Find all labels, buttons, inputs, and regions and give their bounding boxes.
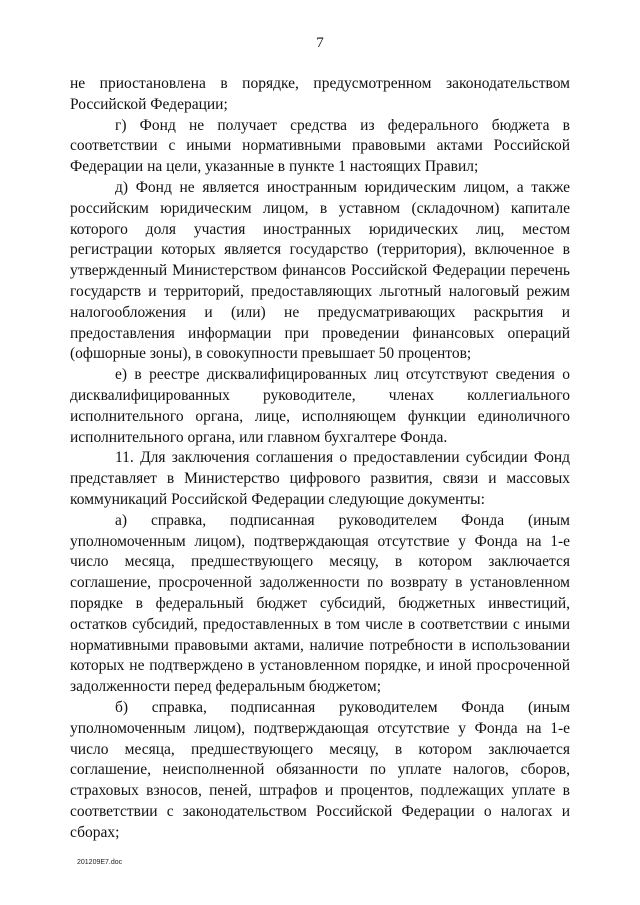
document-body <box>70 74 570 843</box>
footer-filename: 201209E7.doc <box>77 859 123 866</box>
paragraph-item-g: г) Фонд не получает средства из федерального бюджета в соответствии с иными нормативными правовыми актами Российской Федерации на цели, указанные в пункте 1 настоящих Правил; <box>70 116 570 176</box>
paragraph-item-e: е) в реестре дисквалифицированных лиц отсутствуют сведения о дисквалифицированных руководителе, членах коллегиального исполнительного органа, лице, исполняющем функции единоличного исполнительного органа, или главном бухгалтере Фонда. <box>70 366 570 446</box>
page-number: 7 <box>316 35 324 51</box>
paragraph-item-b: б) справка, подписанная руководителем Фонда (иным уполномоченным лицом), подтверждающая отсутствие у Фонда на 1-е число месяца, предшествующего месяцу, в котором заключается соглашение, неисполненной обязанности по уплате налогов, сборов, страховых взносов, пеней, штрафов и процентов, подлежащих уплате в соответствии с законодательством Российской Федерации о налогах и сборах; <box>70 698 570 841</box>
paragraph-continuation: не приостановлена в порядке, предусмотренном законодательством Российской Федерации; <box>70 75 570 113</box>
paragraph-section-11: 11. Для заключения соглашения о предоставлении субсидии Фонд представляет в Министерство цифрового развития, связи и массовых коммуникаций Российской Федерации следующие документы: <box>70 449 570 508</box>
paragraph-item-d: д) Фонд не является иностранным юридическим лицом, а также российским юридическим лицом, в уставном (складочном) капитале которого доля участия иностранных юридических лиц, местом регистрации которых является государство (территория), включенное в утвержденный Министерством финансов Российской Федерации перечень государств и территорий, предоставляющих льготный налоговый режим налогообложения и (или) не предусматривающих раскрытия и предоставления информации при проведении финансовых операций (офшорные зоны), в совокупности превышает 50 процентов; <box>70 178 570 363</box>
paragraph-item-a: а) справка, подписанная руководителем Фонда (иным уполномоченным лицом), подтверждающая отсутствие у Фонда на 1-е число месяца, предшествующего месяцу, в котором заключается соглашение, просроченной задолженности по возврату в установленном порядке в федеральный бюджет субсидий, бюджетных инвестиций, остатков субсидий, предоставленных в том числе в соответствии с иными нормативными правовыми актами, наличие потребности в использовании которых не подтверждено в установленном порядке, и иной просроченной задолженности перед федеральным бюджетом; <box>70 511 570 696</box>
